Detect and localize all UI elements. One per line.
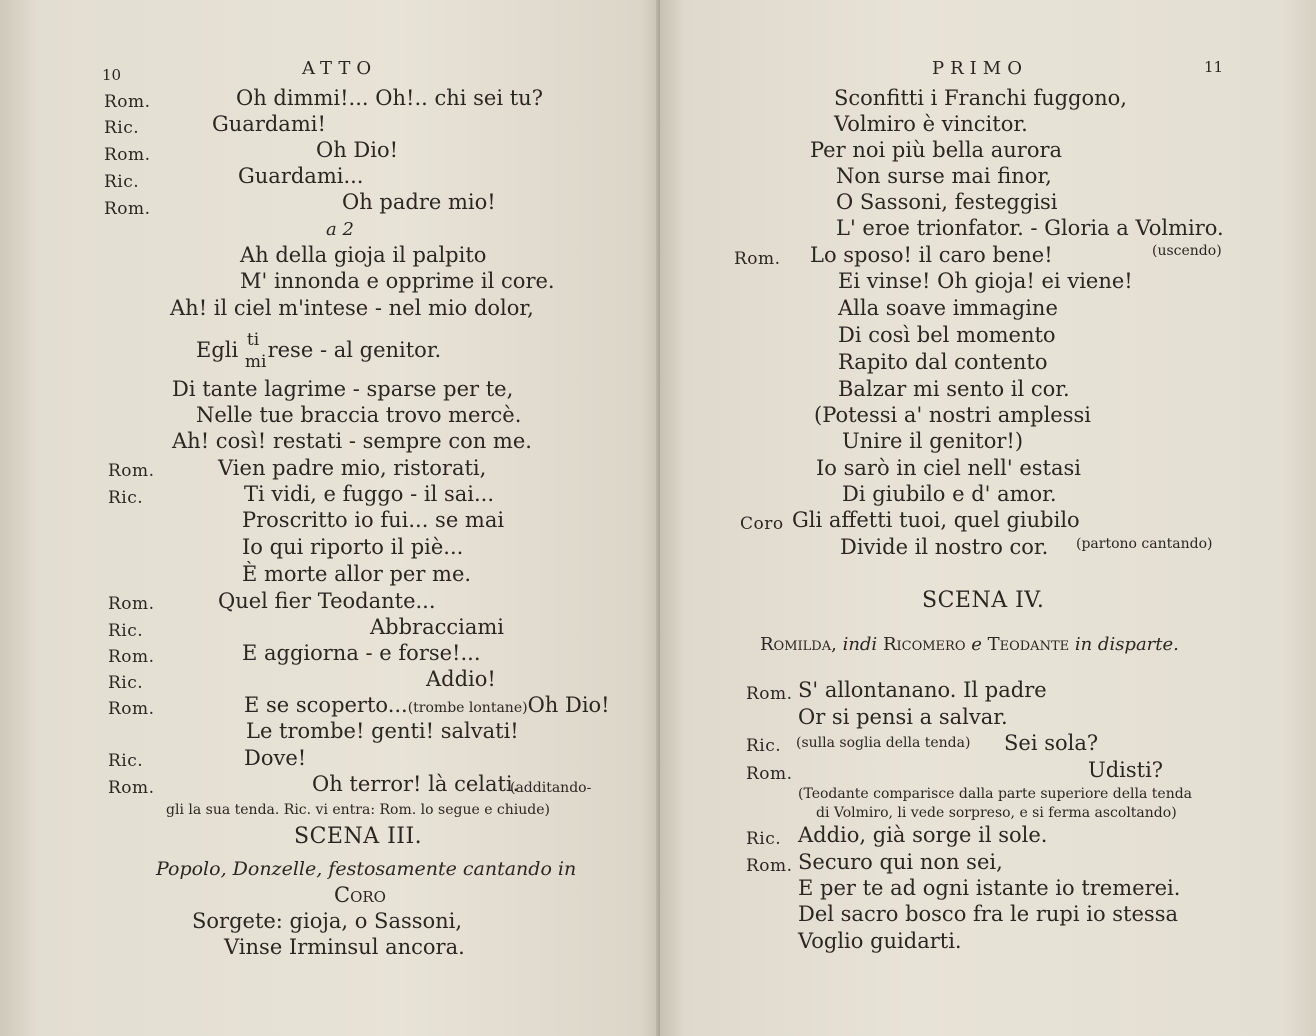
speaker: Rom. <box>746 684 793 704</box>
verse-line: Nelle tue braccia trovo mercè. <box>196 403 522 427</box>
speaker: Rom. <box>746 856 793 876</box>
verse-line: Ei vinse! Oh gioja! ei viene! <box>838 269 1133 293</box>
duet-marker: a 2 <box>326 219 354 240</box>
verse-line: Io qui riporto il piè... <box>242 535 464 559</box>
verse-line: Oh dimmi!... Oh!.. chi sei tu? <box>236 86 543 110</box>
speaker: Rom. <box>108 778 155 798</box>
cast-connector: e <box>971 634 982 655</box>
verse-line: Le trombe! genti! salvati! <box>246 719 519 743</box>
verse-line: Guardami! <box>212 112 326 136</box>
alternate-top: ti <box>246 329 260 350</box>
verse-line: Gli affetti tuoi, quel giubilo <box>792 508 1080 532</box>
chorus-label: Coro <box>334 883 386 907</box>
character-name: Ricomero <box>882 634 966 655</box>
verse-fragment: E se scoperto... <box>244 693 408 717</box>
verse-line: Oh terror! là celati. <box>312 772 520 796</box>
speaker: Rom. <box>746 764 793 784</box>
verse-line: Ah! così! restati - sempre con me. <box>172 429 532 453</box>
verse-line: E aggiorna - e forse!... <box>242 641 481 665</box>
verse-line: E per te ad ogni istante io tremerei. <box>798 876 1181 900</box>
verse-line: Abbracciami <box>370 615 504 639</box>
speaker: Coro <box>740 514 784 534</box>
verse-line: Vien padre mio, ristorati, <box>218 456 487 480</box>
scene-heading: SCENA III. <box>294 824 423 849</box>
verse-line: Oh Dio! <box>316 138 399 162</box>
page-number: 10 <box>102 66 122 84</box>
verse-line: M' innonda e opprime il core. <box>240 269 555 293</box>
running-header: ATTO <box>302 58 378 79</box>
verse-fragment: Oh Dio! <box>527 693 610 717</box>
verse-line: Del sacro bosco fra le rupi io stessa <box>798 902 1178 926</box>
verse-line: Di così bel momento <box>838 323 1056 347</box>
verse-line: O Sassoni, festeggisi <box>836 190 1058 214</box>
scene-heading: SCENA IV. <box>922 588 1045 613</box>
speaker: Ric. <box>108 751 144 771</box>
verse-line: Divide il nostro cor. <box>840 535 1049 559</box>
verse-fragment: Egli <box>196 338 239 362</box>
verse-line: Vinse Irminsul ancora. <box>224 935 465 959</box>
verse-line: Addio! <box>426 667 496 691</box>
speaker: Ric. <box>108 673 144 693</box>
character-name: Romilda, <box>760 634 837 655</box>
verse-line: Voglio guidarti. <box>798 929 962 953</box>
speaker: Ric. <box>746 829 782 849</box>
verse-line: Sei sola? <box>1004 731 1099 755</box>
verse-line: Ti vidi, e fuggo - il sai... <box>244 482 495 506</box>
speaker: Rom. <box>108 461 155 481</box>
speaker: Ric. <box>104 172 140 192</box>
speaker: Rom. <box>104 199 151 219</box>
cast-connector: indi <box>842 634 878 655</box>
stage-direction: (sulla soglia della tenda) <box>796 735 971 751</box>
character-name: Teodante <box>987 634 1070 655</box>
speaker: Rom. <box>108 647 155 667</box>
verse-line: S' allontanano. Il padre <box>798 678 1047 702</box>
verse-line: Non surse mai finor, <box>836 164 1052 188</box>
verse-line: Di giubilo e d' amor. <box>842 482 1057 506</box>
verse-line: Di tante lagrime - sparse per te, <box>172 377 514 401</box>
verse-line: Securo qui non sei, <box>798 850 1003 874</box>
verse-line: Unire il genitor!) <box>842 429 1024 453</box>
speaker: Rom. <box>734 249 781 269</box>
verse-line: Ah della gioja il palpito <box>240 243 487 267</box>
verse-line: L' eroe trionfator. - Gloria a Volmiro. <box>836 216 1224 240</box>
verse-line: Per noi più bella aurora <box>810 138 1063 162</box>
speaker: Rom. <box>104 145 151 165</box>
verse-line: Sorgete: gioja, o Sassoni, <box>192 909 463 933</box>
speaker: Ric. <box>108 488 144 508</box>
verse-line: Volmiro è vincitor. <box>834 112 1028 136</box>
stage-direction: (uscendo) <box>1152 243 1222 259</box>
speaker: Ric. <box>104 118 140 138</box>
verse-line-stacked <box>196 329 442 372</box>
stage-direction: (trombe lontane) <box>407 700 528 716</box>
verse-line: È morte allor per me. <box>242 562 472 586</box>
verse-line: Alla soave immagine <box>838 296 1058 320</box>
stage-direction: (additando- <box>510 780 592 796</box>
verse-line: Guardami... <box>238 164 364 188</box>
verse-line: Oh padre mio! <box>342 190 496 214</box>
right-page <box>660 0 1316 1036</box>
verse-line: Dove! <box>244 746 307 770</box>
verse-line: Io sarò in ciel nell' estasi <box>816 456 1081 480</box>
speaker: Ric. <box>108 621 144 641</box>
verse-line: Addio, già sorge il sole. <box>798 823 1048 847</box>
verse-line: Ah! il ciel m'intese - nel mio dolor, <box>170 296 534 320</box>
alternate-words <box>244 329 267 372</box>
verse-line: Quel fier Teodante... <box>218 589 436 613</box>
scene-cast: Popolo, Donzelle, festosamente cantando in <box>156 858 577 880</box>
speaker: Rom. <box>108 699 155 719</box>
verse-line: Rapito dal contento <box>838 350 1048 374</box>
stage-direction: (Teodante comparisce dalla parte superiore della tenda <box>798 786 1193 802</box>
verse-line: Lo sposo! il caro bene! <box>810 243 1053 267</box>
speaker: Rom. <box>108 594 155 614</box>
scene-cast <box>760 633 1179 657</box>
stage-direction: (partono cantando) <box>1076 536 1213 552</box>
alternate-bottom: mi <box>244 351 267 372</box>
stage-direction: gli la sua tenda. Ric. vi entra: Rom. lo segue e chiude) <box>166 802 550 818</box>
verse-line <box>244 693 610 720</box>
verse-line: Balzar mi sento il cor. <box>838 377 1070 401</box>
running-header: PRIMO <box>932 58 1028 79</box>
speaker: Rom. <box>104 92 151 112</box>
verse-line: Or si pensi a salvar. <box>798 705 1008 729</box>
verse-line: Proscritto io fui... se mai <box>242 508 505 532</box>
verse-line: (Potessi a' nostri amplessi <box>814 403 1091 427</box>
verse-line: Udisti? <box>1088 758 1164 782</box>
verse-line: Sconfitti i Franchi fuggono, <box>834 86 1127 110</box>
verse-fragment: rese - al genitor. <box>267 338 442 362</box>
cast-connector: in disparte. <box>1074 634 1179 655</box>
speaker: Ric. <box>746 736 782 756</box>
stage-direction: di Volmiro, li vede sorpreso, e si ferma ascoltando) <box>816 805 1177 821</box>
page-number: 11 <box>1204 58 1224 76</box>
